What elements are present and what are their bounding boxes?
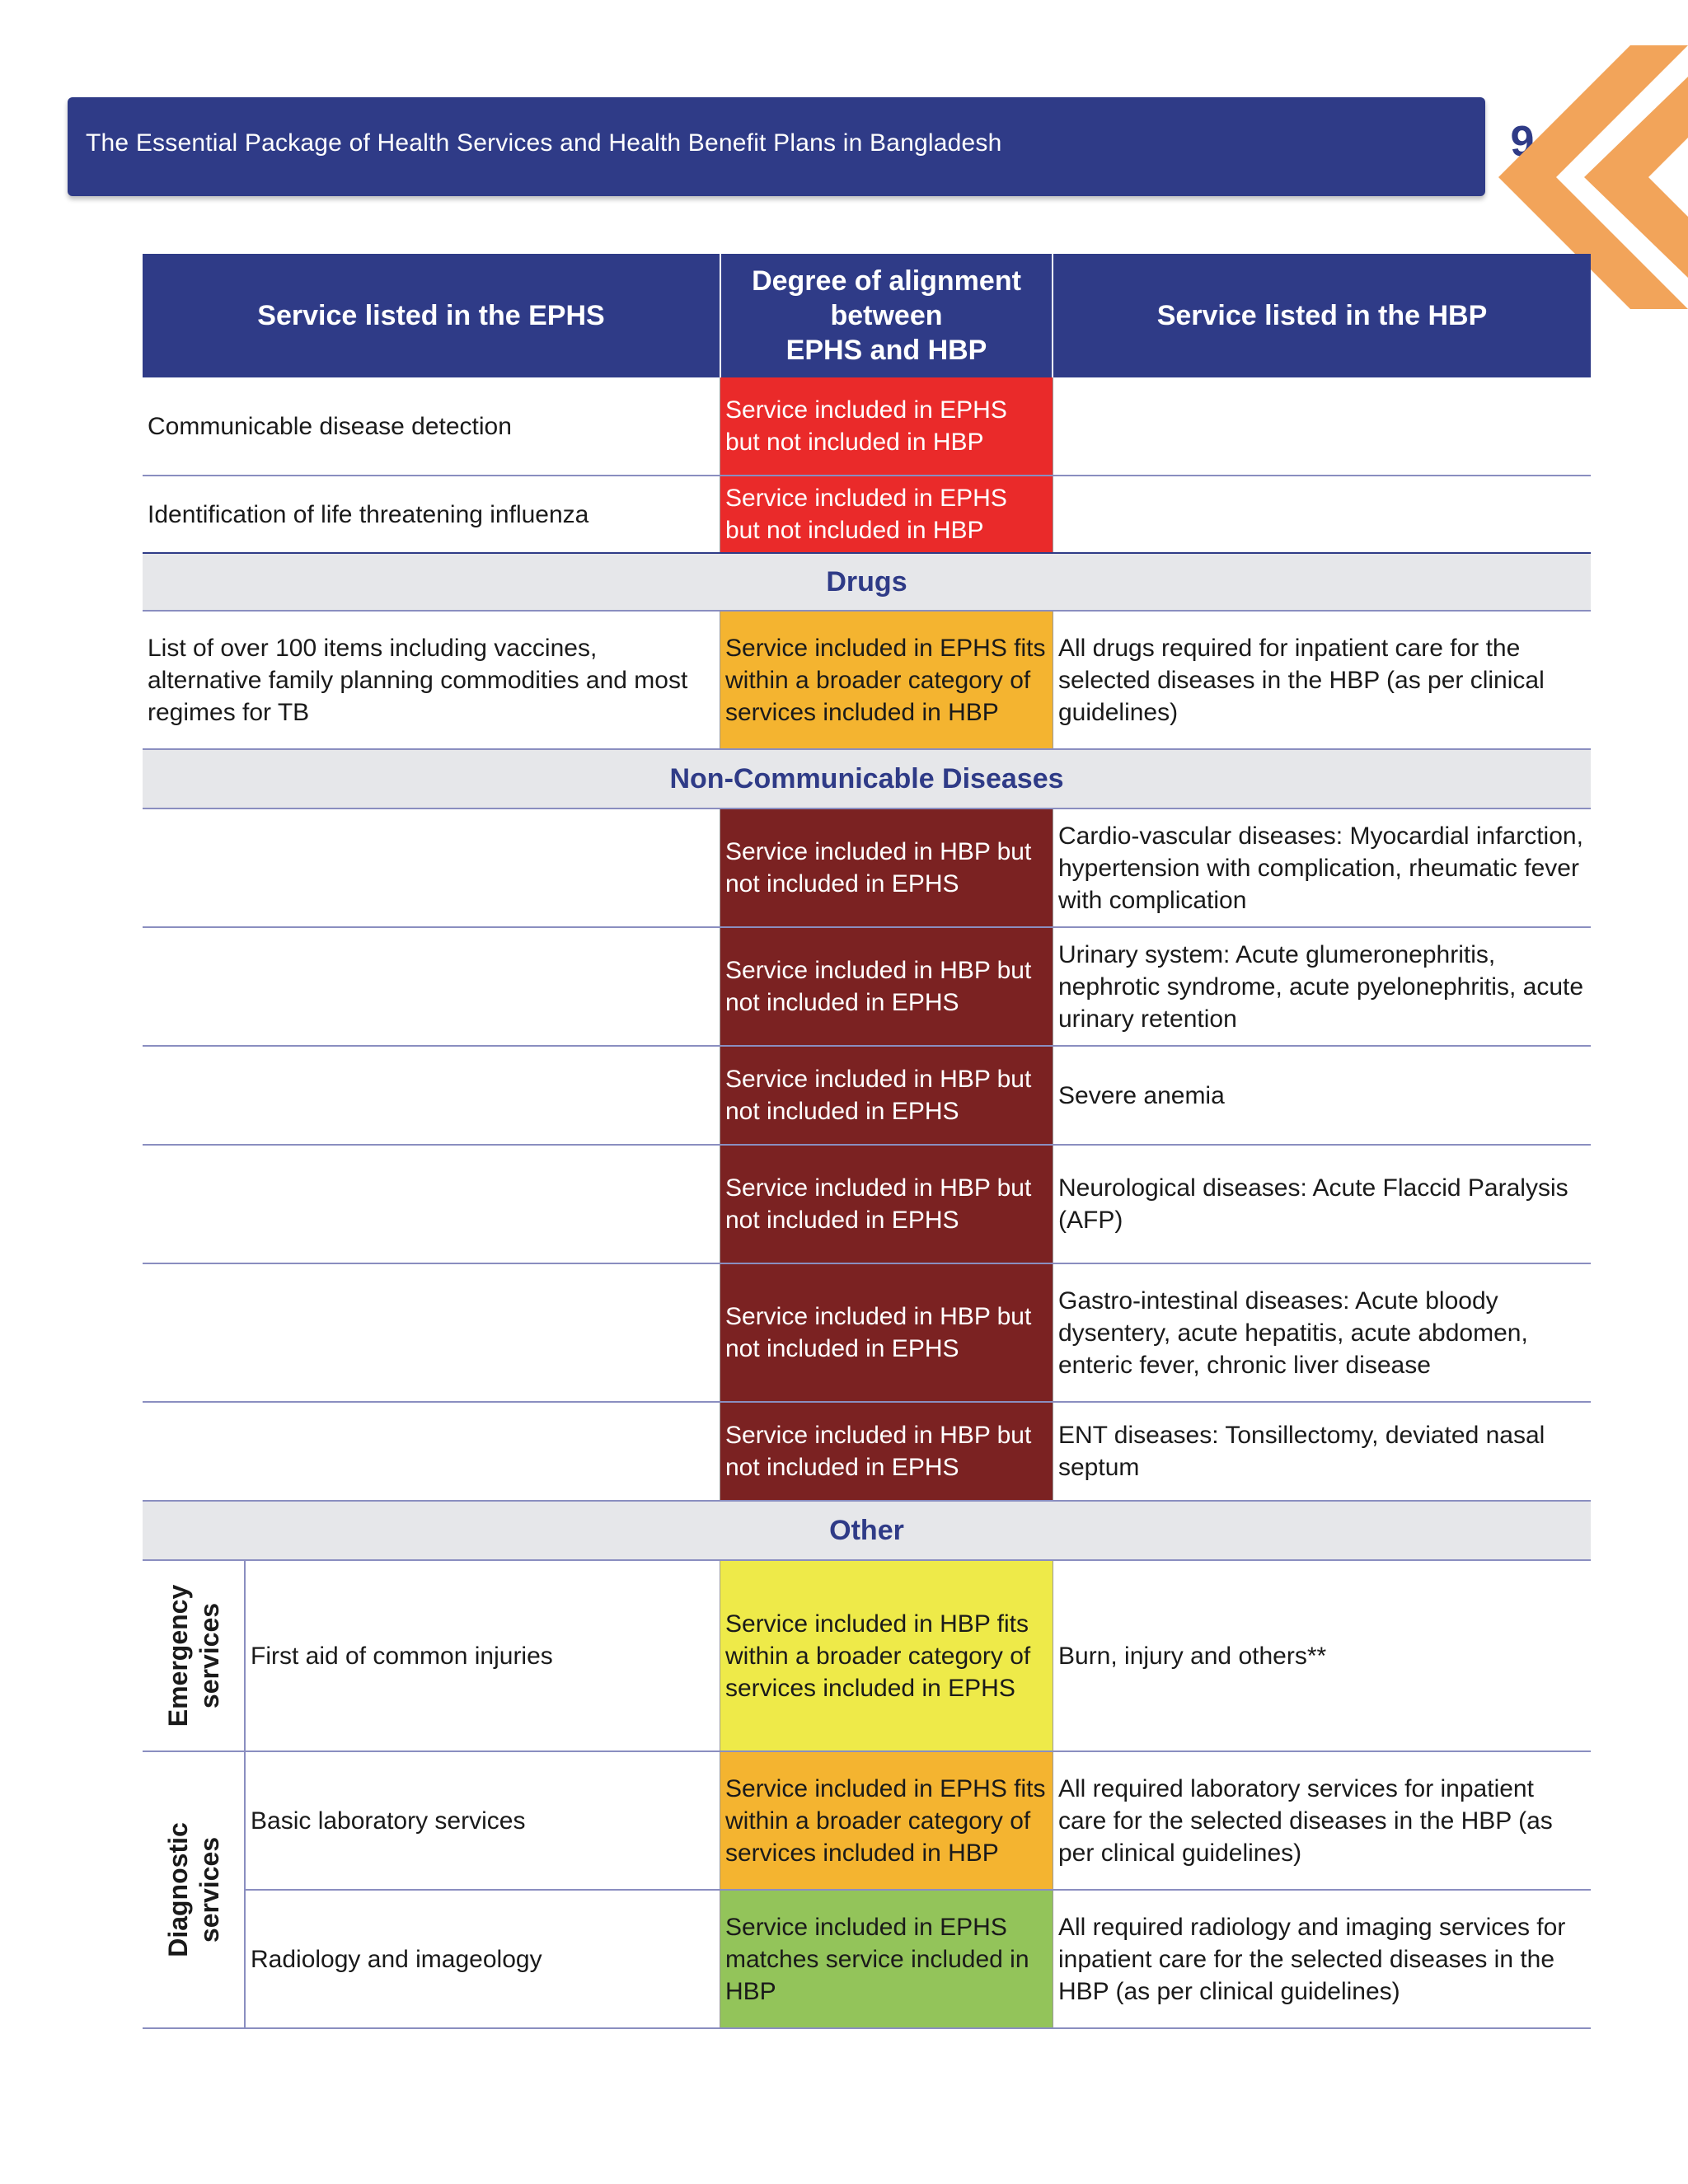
table-row: [143, 1264, 1591, 1403]
column-header-alignment-line3: EPHS and HBP: [785, 335, 987, 366]
alignment-cell: Service included in EPHS but not included in HBP: [720, 377, 1053, 475]
section-header-ncd: Non-Communicable Diseases: [143, 750, 1591, 809]
group-label-emergency: [143, 1561, 246, 1750]
alignment-table: [143, 254, 1591, 2029]
hbp-cell: Cardio-vascular diseases: Myocardial infarction, hypertension with complication, rheumatic fever with complication: [1058, 822, 1583, 914]
group-label-diagnostic-line1: Diagnostic: [162, 1822, 193, 1957]
column-header-alignment-line2: between: [830, 300, 943, 331]
ephs-cell: [143, 1264, 720, 1401]
hbp-cell: All drugs required for inpatient care for the selected diseases in the HBP (as per clinical guidelines): [1058, 634, 1545, 726]
alignment-cell: Service included in HBP but not included in EPHS: [720, 1047, 1053, 1144]
group-label-diagnostic-line2: services: [194, 1836, 224, 1943]
column-header-ephs: Service listed in the EPHS: [257, 300, 605, 331]
document-title: The Essential Package of Health Services and Health Benefit Plans in Bangladesh: [86, 129, 1002, 157]
table-header: [143, 254, 1591, 377]
ephs-cell: [143, 928, 720, 1045]
table-row: [143, 476, 1591, 552]
section-header-drugs: Drugs: [143, 552, 1591, 612]
alignment-cell: Service included in EPHS fits within a broader category of services included in HBP: [720, 1752, 1053, 1889]
alignment-cell: Service included in HBP but not included in EPHS: [720, 809, 1053, 926]
hbp-cell: Severe anemia: [1058, 1081, 1225, 1109]
alignment-cell: Service included in HBP but not included in EPHS: [720, 1403, 1053, 1500]
alignment-cell: Service included in HBP fits within a broader category of services included in EPHS: [720, 1561, 1053, 1750]
table-row: [246, 1891, 1591, 2027]
ephs-cell: [143, 809, 720, 926]
page-number: 9: [1510, 118, 1535, 166]
alignment-cell: Service included in HBP but not included in EPHS: [720, 1146, 1053, 1263]
hbp-cell: All required radiology and imaging services for inpatient care for the selected diseases in the HBP (as per clinical guidelines): [1058, 1913, 1566, 2005]
table-row: [143, 612, 1591, 750]
ephs-cell: [143, 1047, 720, 1144]
ephs-cell: Radiology and imageology: [251, 1945, 542, 1973]
alignment-cell: Service included in EPHS matches service included in HBP: [720, 1891, 1053, 2027]
table-row: [143, 377, 1591, 476]
table-row: [143, 1047, 1591, 1146]
group-diagnostic-services: [143, 1752, 1591, 2029]
table-row: [143, 1403, 1591, 1502]
hbp-cell: [1053, 377, 1591, 475]
ephs-cell: Communicable disease detection: [148, 412, 512, 440]
alignment-cell: Service included in EPHS but not included in HBP: [720, 476, 1053, 552]
ephs-cell: Identification of life threatening influenza: [148, 500, 589, 528]
alignment-cell: Service included in HBP but not included in EPHS: [720, 928, 1053, 1045]
header-banner: [68, 97, 1485, 196]
table-row: [143, 928, 1591, 1047]
column-header-alignment-line1: Degree of alignment: [752, 265, 1021, 297]
ephs-cell: List of over 100 items including vaccines, alternative family planning commodities and most regimes for TB: [148, 634, 688, 726]
group-emergency-services: [143, 1561, 1591, 1752]
ephs-cell: Basic laboratory services: [251, 1807, 526, 1835]
table-row: [143, 1146, 1591, 1264]
group-label-diagnostic: [143, 1752, 246, 2027]
hbp-cell: All required laboratory services for inpatient care for the selected diseases in the HBP (as per clinical guidelines): [1058, 1774, 1553, 1867]
column-header-alignment: [720, 254, 1053, 377]
group-label-emergency-line2: services: [194, 1602, 224, 1709]
ephs-cell: First aid of common injuries: [251, 1642, 553, 1670]
alignment-cell: Service included in EPHS fits within a broader category of services included in HBP: [720, 612, 1053, 748]
hbp-cell: ENT diseases: Tonsillectomy, deviated nasal septum: [1058, 1422, 1545, 1481]
hbp-cell: Neurological diseases: Acute Flaccid Paralysis (AFP): [1058, 1174, 1568, 1234]
column-header-hbp: Service listed in the HBP: [1156, 300, 1488, 331]
hbp-cell: Gastro-intestinal diseases: Acute bloody dysentery, acute hepatitis, acute abdomen, enteric fever, chronic liver disease: [1058, 1286, 1528, 1379]
hbp-cell: [1053, 476, 1591, 552]
table-row: [246, 1752, 1591, 1891]
ephs-cell: [143, 1403, 720, 1500]
hbp-cell: Urinary system: Acute glumeronephritis, nephrotic syndrome, acute pyelonephritis, acute urinary retention: [1058, 940, 1584, 1033]
table-row: [246, 1561, 1591, 1750]
section-header-other: Other: [143, 1502, 1591, 1561]
group-label-emergency-line1: Emergency: [162, 1584, 193, 1727]
alignment-cell: Service included in HBP but not included in EPHS: [720, 1264, 1053, 1401]
table-row: [143, 809, 1591, 928]
hbp-cell: Burn, injury and others**: [1058, 1642, 1327, 1670]
ephs-cell: [143, 1146, 720, 1263]
